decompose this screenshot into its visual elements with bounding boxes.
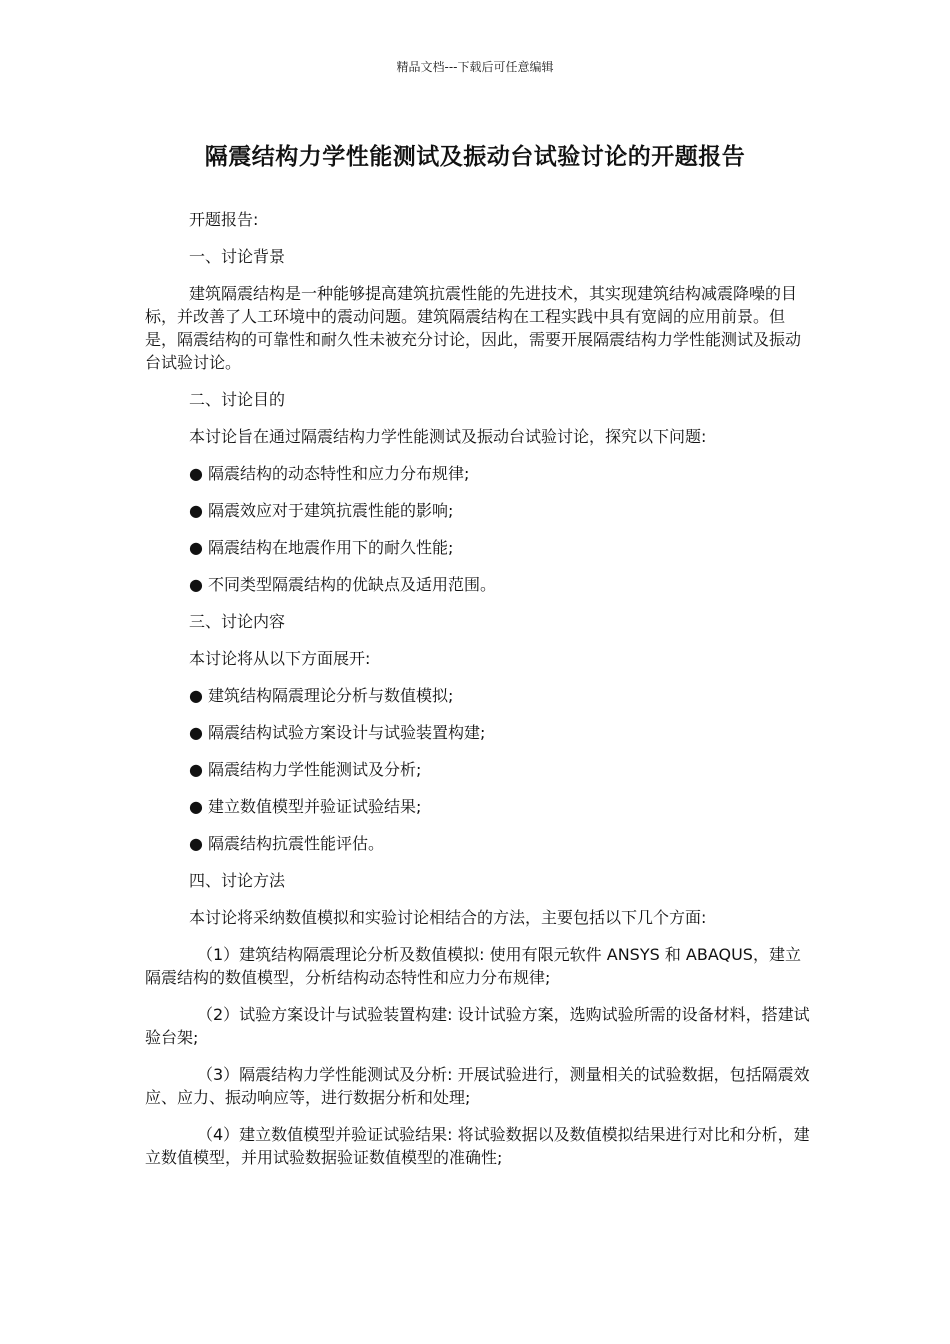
list-item: ● 隔震结构试验方案设计与试验装置构建; xyxy=(189,723,486,742)
section-heading-content: 三、讨论内容 xyxy=(189,612,286,631)
document-body xyxy=(145,208,810,1183)
section-heading-purpose: 二、讨论目的 xyxy=(189,390,286,409)
numbered-item: （4）建立数值模型并验证试验结果: 将试验数据以及数值模拟结果进行对比和分析，建立数值模型，并用试验数据验证数值模型的准确性; xyxy=(145,1125,810,1167)
list-item: ● 隔震结构的动态特性和应力分布规律; xyxy=(189,464,470,483)
list-item: ● 隔震结构抗震性能评估。 xyxy=(189,834,385,853)
document-title: 隔震结构力学性能测试及振动台试验讨论的开题报告 xyxy=(204,144,746,170)
list-item: ● 隔震结构力学性能测试及分析; xyxy=(189,760,422,779)
numbered-item: （2）试验方案设计与试验装置构建: 设计试验方案，选购试验所需的设备材料，搭建试验台架; xyxy=(145,1005,810,1047)
list-item: ● 不同类型隔震结构的优缺点及适用范围。 xyxy=(189,575,497,594)
list-item: ● 建筑结构隔震理论分析与数值模拟; xyxy=(189,686,454,705)
paragraph-content-intro: 本讨论将从以下方面展开: xyxy=(189,649,371,668)
list-item: ● 建立数值模型并验证试验结果; xyxy=(189,797,422,816)
numbered-item: （3）隔震结构力学性能测试及分析: 开展试验进行，测量相关的试验数据，包括隔震效应、应力、振动响应等，进行数据分析和处理; xyxy=(145,1065,810,1107)
paragraph-background: 建筑隔震结构是一种能够提高建筑抗震性能的先进技术，其实现建筑结构减震降噪的目标，并改善了人工环境中的震动问题。建筑隔震结构在工程实践中具有宽阔的应用前景。但是，隔震结构的可靠性和耐久性未被充分讨论，因此，需要开展隔震结构力学性能测试及振动台试验讨论。 xyxy=(145,284,802,372)
paragraph-report-label: 开题报告: xyxy=(189,210,259,229)
paragraph-purpose-intro: 本讨论旨在通过隔震结构力学性能测试及振动台试验讨论，探究以下问题: xyxy=(189,427,707,446)
list-item: ● 隔震结构在地震作用下的耐久性能; xyxy=(189,538,454,557)
paragraph-method-intro: 本讨论将采纳数值模拟和实验讨论相结合的方法，主要包括以下几个方面: xyxy=(189,908,707,927)
list-item: ● 隔震效应对于建筑抗震性能的影响; xyxy=(189,501,454,520)
header-note: 精品文档---下载后可任意编辑 xyxy=(396,60,554,74)
section-heading-method: 四、讨论方法 xyxy=(189,871,286,890)
section-heading-background: 一、讨论背景 xyxy=(189,247,286,266)
numbered-item: （1）建筑结构隔震理论分析及数值模拟: 使用有限元软件 ANSYS 和 ABAQUS，建立隔震结构的数值模型，分析结构动态特性和应力分布规律; xyxy=(145,945,801,987)
